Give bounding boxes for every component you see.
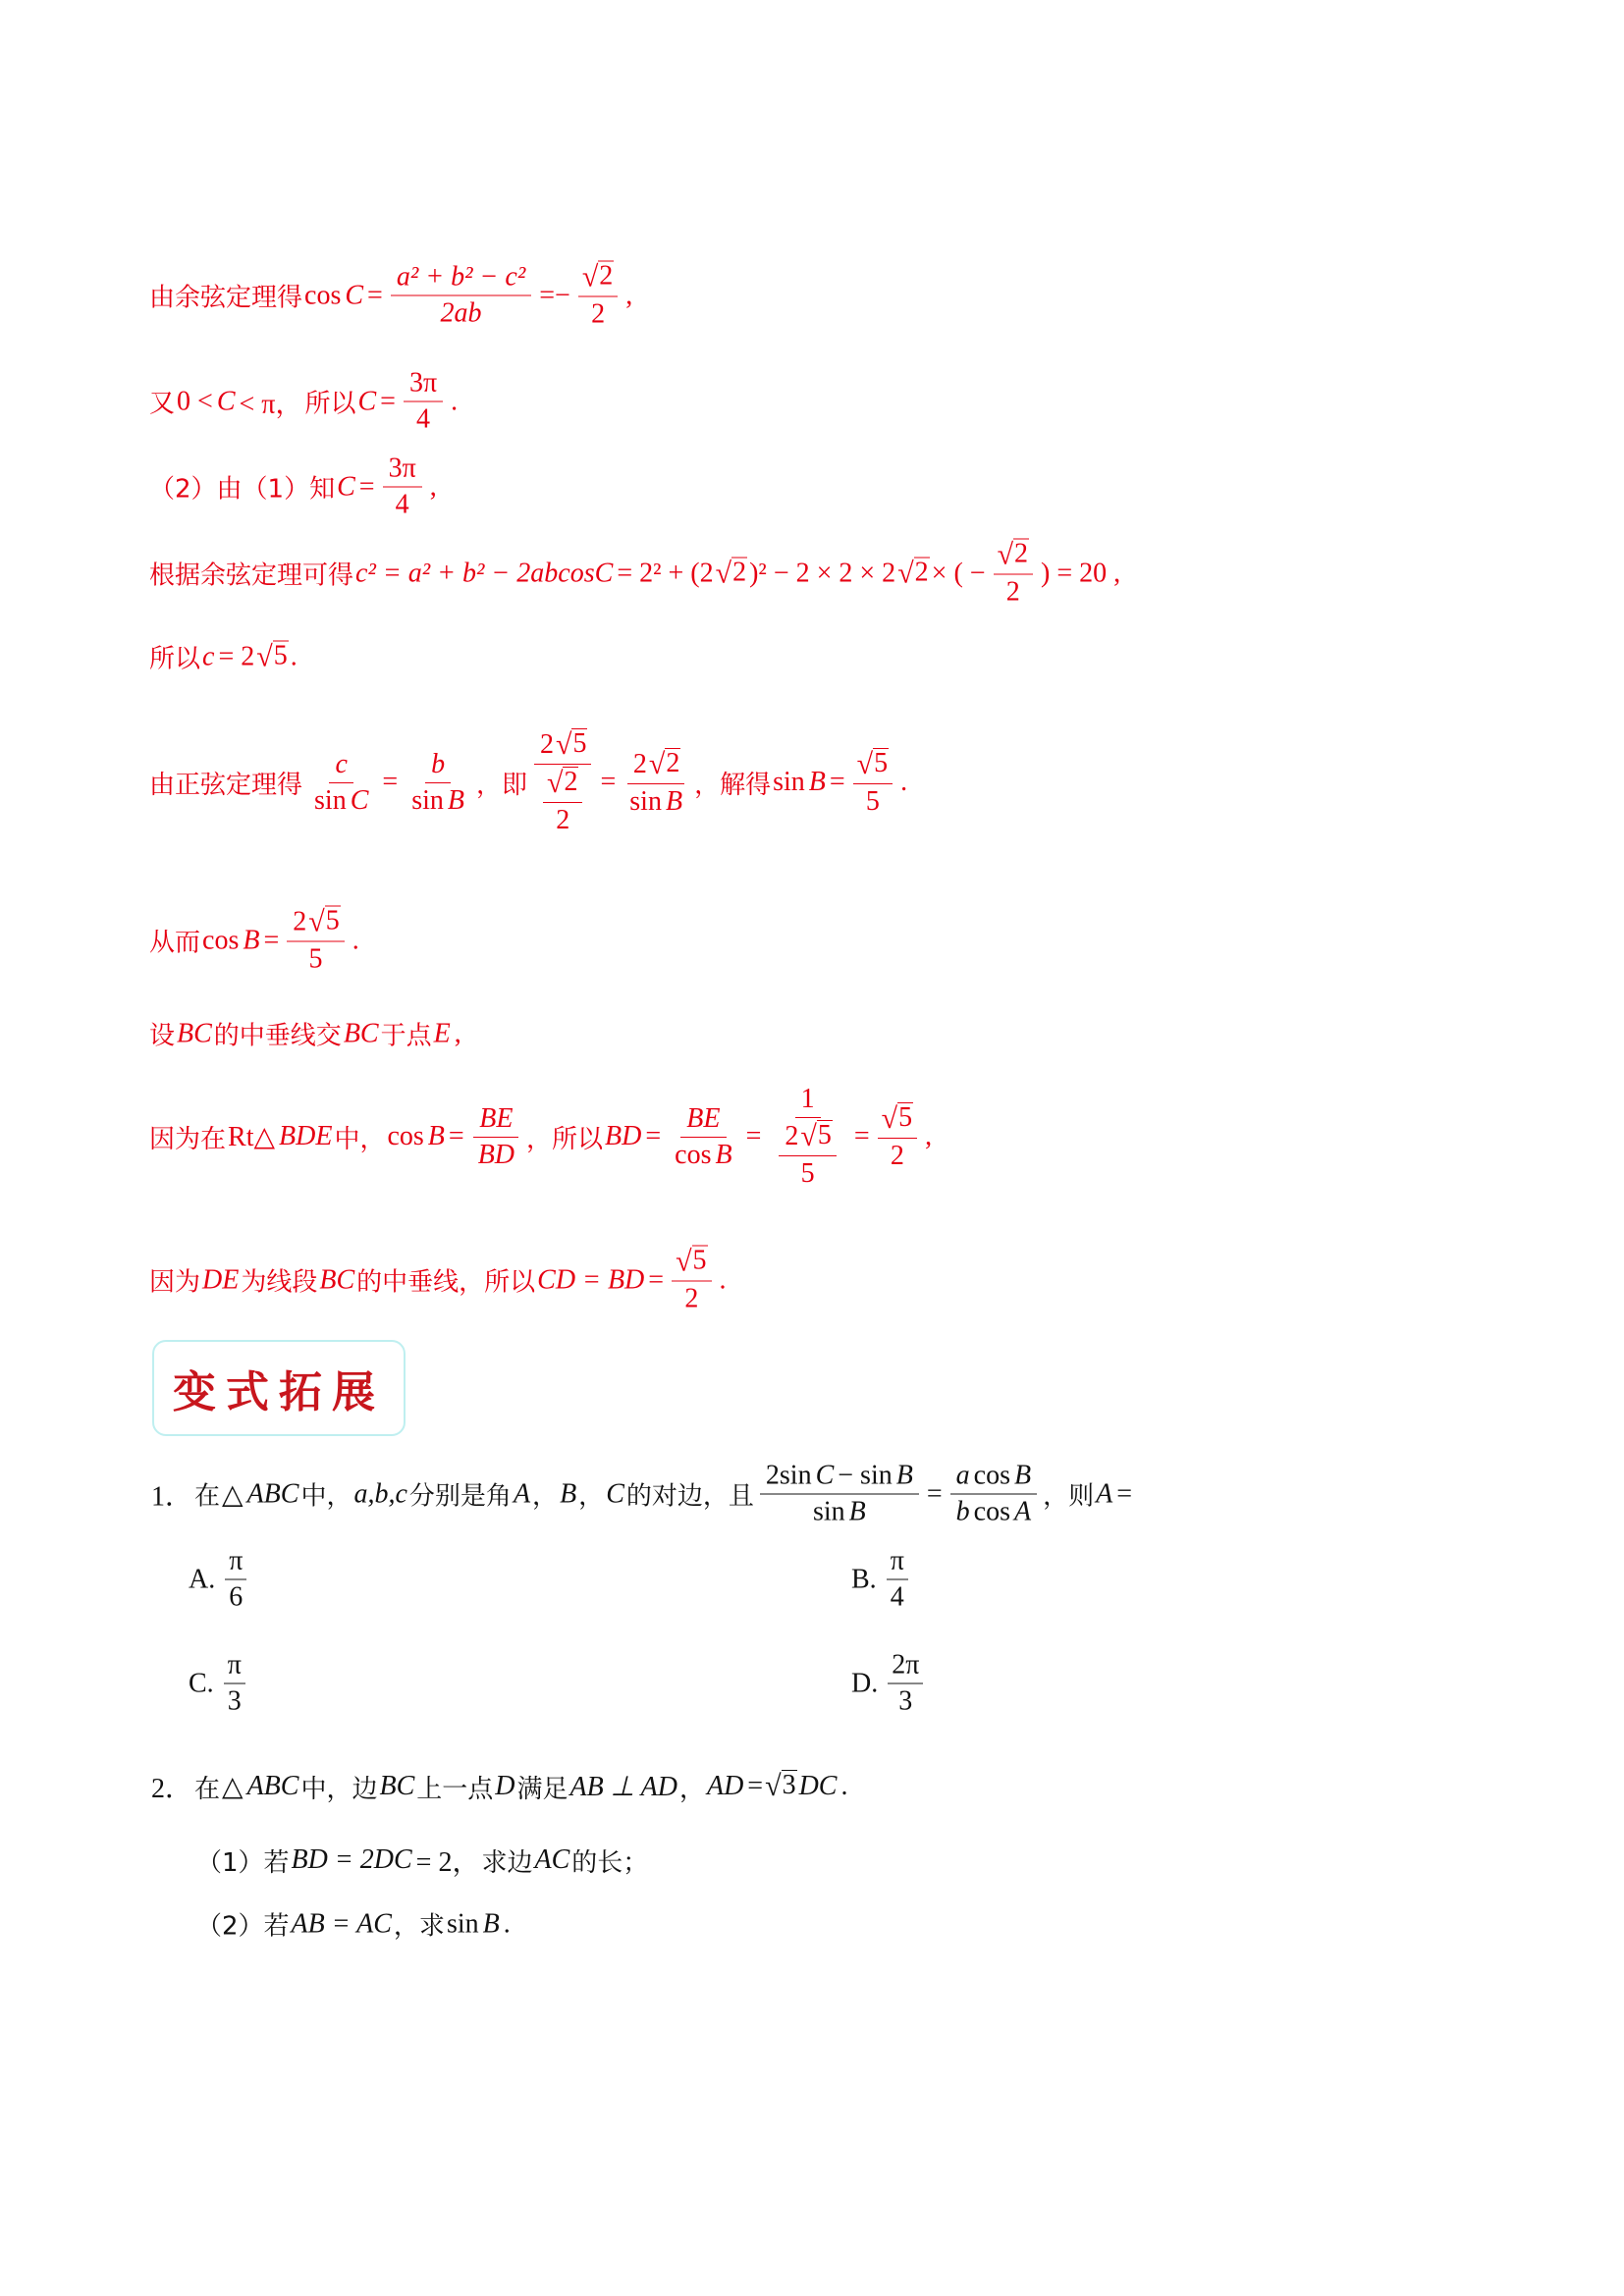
radical-sign-icon: √	[800, 1120, 817, 1152]
chinese-text: 又	[149, 389, 176, 419]
math-text: = 2，	[415, 1847, 480, 1878]
math-variable: B	[482, 1908, 500, 1939]
math-text: Rt△	[228, 1122, 276, 1152]
square-root	[582, 261, 614, 294]
denominator	[795, 1156, 821, 1190]
math-text: △	[222, 1772, 244, 1802]
numerator	[760, 1461, 919, 1495]
math-variable: ABC	[246, 1771, 299, 1801]
chinese-text: ，	[578, 1481, 605, 1512]
radical-sign-icon: √	[581, 260, 599, 294]
math-variable: BC	[319, 1264, 355, 1295]
square-root	[256, 640, 288, 673]
square-root	[998, 539, 1029, 572]
math-variable: B	[848, 1496, 866, 1527]
fraction	[672, 1246, 711, 1315]
chinese-text: 于点	[380, 1021, 432, 1051]
math-variable: a,b,c	[353, 1478, 407, 1509]
fraction	[383, 454, 422, 521]
math-text: =	[926, 1478, 943, 1509]
math-text: ) = 20 ,	[1041, 558, 1121, 588]
chinese-text: ，即	[475, 770, 527, 800]
math-variable: b	[431, 748, 446, 779]
denominator	[678, 1282, 704, 1315]
square-root	[765, 1770, 796, 1803]
math-variable: c² = a² + b² − 2abcosC	[355, 558, 614, 588]
math-text: 1	[800, 1084, 815, 1114]
chinese-text: 中，	[334, 1124, 386, 1154]
fraction	[994, 539, 1033, 609]
radical-sign-icon: √	[676, 1245, 692, 1278]
radical-sign-icon: √	[856, 747, 874, 780]
math-variable: c	[335, 748, 348, 779]
math-text: ,	[925, 1121, 933, 1151]
math-variable: D	[495, 1771, 515, 1801]
math-variable: C	[350, 784, 369, 816]
math-variable: DE	[202, 1264, 240, 1295]
numerator	[425, 749, 451, 783]
math-text: cos	[304, 280, 342, 310]
numerator	[287, 906, 344, 942]
math-text: =	[645, 1121, 662, 1151]
math-text: =	[1116, 1478, 1132, 1509]
math-text: .	[503, 1908, 511, 1939]
fraction	[406, 749, 470, 817]
fraction	[543, 767, 582, 836]
numerator	[391, 262, 531, 296]
math-text: =	[600, 767, 617, 797]
solution-line	[149, 454, 439, 521]
fraction	[853, 748, 893, 818]
chinese-text: 为线段	[241, 1267, 318, 1298]
math-text: × ( −	[931, 558, 986, 588]
denominator	[472, 1138, 520, 1171]
denominator	[410, 402, 436, 436]
math-text: .	[719, 1264, 727, 1295]
math-text: sin	[314, 784, 347, 816]
denominator: 3	[227, 1685, 242, 1717]
numerator	[853, 748, 893, 784]
math-variable: C	[345, 280, 364, 310]
numerator	[578, 261, 618, 297]
math-variable: AB = AC	[291, 1908, 392, 1939]
chinese-text: （2）若	[196, 1911, 290, 1942]
math-text: =	[382, 767, 399, 797]
fraction	[404, 368, 443, 436]
math-text: ,	[429, 471, 437, 502]
math-text: cos	[973, 1496, 1010, 1527]
math-variable: BD	[477, 1139, 515, 1170]
math-text: 2	[1005, 576, 1020, 608]
math-text: =−	[539, 280, 570, 310]
option-fraction	[886, 1650, 925, 1718]
solution-line	[149, 728, 909, 836]
radicand: 5	[817, 1120, 832, 1150]
solution-line	[149, 1246, 729, 1315]
solution-line	[149, 1084, 934, 1190]
square-root	[882, 1102, 913, 1136]
numerator	[473, 1103, 518, 1138]
fraction	[760, 1461, 919, 1528]
radical-sign-icon: √	[256, 640, 273, 672]
radicand: 2	[564, 767, 578, 797]
math-variable: DC	[798, 1771, 838, 1801]
square-root	[676, 1246, 707, 1279]
math-variable: B	[665, 785, 683, 817]
fraction	[878, 1102, 917, 1172]
numerator	[404, 368, 443, 402]
radicand: 2	[666, 747, 680, 778]
option-a[interactable]	[187, 1546, 254, 1614]
chinese-text: 的对边，且	[625, 1481, 754, 1512]
chinese-text: 在	[194, 1774, 221, 1804]
chinese-text: ，	[532, 1481, 559, 1512]
chinese-text: 因为在	[149, 1124, 227, 1154]
math-variable: BC	[177, 1018, 212, 1048]
numerator	[383, 454, 422, 488]
radicand: 2	[1014, 538, 1029, 569]
math-variable: A	[1096, 1478, 1113, 1509]
square-root	[716, 557, 747, 590]
square-root	[897, 557, 929, 590]
math-variable: AB ⊥ AD	[569, 1772, 677, 1802]
numerator: π	[225, 1546, 246, 1580]
radicand: 5	[874, 747, 889, 778]
denominator	[860, 784, 886, 818]
math-text: .	[352, 925, 359, 955]
numerator	[779, 1120, 836, 1156]
math-text: ,	[625, 280, 633, 310]
numerator: π	[887, 1546, 908, 1580]
denominator: 4	[890, 1581, 904, 1613]
math-text: − sin	[838, 1460, 893, 1491]
math-text: < π，	[239, 389, 303, 419]
solution-line	[149, 368, 460, 436]
numerator	[878, 1102, 917, 1139]
denominator	[390, 488, 415, 521]
problem-line	[149, 1461, 1134, 1528]
math-text: 2	[684, 1283, 699, 1314]
square-root	[556, 728, 587, 762]
math-variable: E	[433, 1018, 451, 1048]
problem-line	[196, 1841, 648, 1880]
denominator	[669, 1138, 737, 1171]
option-fraction	[222, 1650, 247, 1718]
denominator	[302, 942, 328, 976]
denominator	[406, 783, 470, 817]
math-text: 2	[293, 906, 307, 937]
math-text: .	[451, 386, 459, 416]
math-variable: ABC	[246, 1478, 299, 1509]
radicand: 5	[325, 905, 340, 936]
chinese-text: 由余弦定理得	[149, 283, 303, 313]
math-variable: A	[513, 1478, 531, 1509]
fraction	[578, 261, 618, 331]
math-text: sin	[812, 1496, 845, 1527]
radical-sign-icon: √	[308, 905, 325, 938]
math-variable: BD = 2DC	[291, 1844, 412, 1875]
numerator: π	[224, 1650, 245, 1684]
math-variable: BE	[686, 1102, 721, 1134]
chinese-text: 上一点	[416, 1774, 494, 1804]
numerator: 2π	[888, 1650, 923, 1684]
numerator	[680, 1103, 726, 1138]
radical-sign-icon: √	[881, 1101, 898, 1135]
radicand: 5	[273, 640, 288, 670]
math-variable: B	[560, 1478, 577, 1509]
denominator	[769, 1118, 845, 1190]
math-text: .	[290, 641, 298, 671]
option-d[interactable]	[849, 1650, 931, 1718]
math-variable: B	[1013, 1460, 1032, 1491]
math-text: =	[745, 1121, 762, 1151]
solution-line	[149, 639, 299, 675]
option-fraction	[885, 1546, 910, 1614]
solution-line	[149, 539, 1122, 609]
chinese-text: 的中垂线，所以	[356, 1267, 536, 1298]
fraction	[472, 1103, 520, 1171]
math-text: =	[380, 386, 396, 416]
fraction	[769, 1084, 845, 1190]
radicand: 2	[732, 557, 747, 587]
radical-sign-icon: √	[765, 1770, 782, 1802]
math-text: 2	[540, 729, 554, 760]
math-text: =	[853, 1121, 870, 1151]
math-text: 2	[785, 1121, 799, 1151]
math-variable: AC	[534, 1844, 570, 1875]
math-variable: b	[955, 1496, 970, 1527]
denominator	[807, 1495, 872, 1528]
math-text: sin	[411, 784, 444, 816]
math-text: =	[367, 280, 383, 310]
chinese-text: ，则	[1043, 1481, 1095, 1512]
problem-line	[196, 1906, 513, 1943]
solution-line	[149, 1016, 463, 1052]
math-text: cos	[675, 1139, 712, 1170]
fraction	[669, 1103, 737, 1171]
square-root	[800, 1120, 832, 1153]
option-c[interactable]	[187, 1650, 253, 1718]
chinese-text: 的长；	[571, 1847, 649, 1878]
math-text: =	[747, 1771, 764, 1801]
chinese-text: 根据余弦定理可得	[149, 561, 354, 591]
option-label: A.	[189, 1564, 216, 1594]
problem-line	[149, 1767, 849, 1806]
denominator	[1001, 575, 1026, 609]
chinese-text: 求边	[481, 1847, 533, 1878]
chinese-text: 因为	[149, 1267, 201, 1298]
square-root	[649, 748, 680, 781]
math-text: ,	[454, 1018, 461, 1048]
math-text: 5	[308, 943, 323, 975]
math-variable: B	[243, 925, 260, 955]
denominator	[550, 803, 575, 836]
math-text: 5	[800, 1158, 815, 1189]
math-text: =	[448, 1121, 464, 1151]
numerator	[994, 539, 1033, 575]
math-text: cos	[387, 1121, 424, 1151]
numerator	[950, 1461, 1037, 1495]
radicand: 5	[898, 1101, 913, 1133]
fraction	[533, 728, 592, 836]
math-variable: B	[715, 1139, 732, 1170]
math-variable: A	[1013, 1496, 1032, 1527]
math-variable: BDE	[279, 1121, 333, 1151]
math-text: =	[829, 767, 845, 797]
math-variable: C	[606, 1478, 624, 1509]
math-text: 5	[865, 785, 880, 817]
denominator	[308, 783, 374, 817]
chinese-text: 从而	[149, 928, 201, 958]
radical-sign-icon: √	[715, 557, 732, 589]
chinese-text: 的中垂线交	[213, 1021, 342, 1051]
chinese-text: 中，边	[300, 1774, 378, 1804]
numerator	[672, 1246, 711, 1282]
chinese-text: 设	[149, 1021, 176, 1051]
chinese-text: 所以	[149, 644, 201, 674]
math-variable: CD = BD	[537, 1264, 645, 1295]
fraction	[391, 262, 531, 330]
math-text: =	[648, 1264, 665, 1295]
chinese-text: 分别是角	[408, 1481, 512, 1512]
solution-line	[149, 906, 361, 976]
denominator	[950, 1495, 1037, 1528]
math-text: = 2	[218, 641, 255, 671]
section-title: 变式拓展	[173, 1367, 385, 1417]
math-text: 0 <	[177, 386, 213, 416]
chinese-text: ，求	[393, 1911, 445, 1942]
math-variable: BC	[343, 1018, 379, 1048]
math-text: 2	[556, 805, 570, 835]
math-text: 2sin	[765, 1460, 812, 1491]
section-title-box	[152, 1340, 406, 1436]
math-variable: C	[815, 1460, 835, 1491]
math-variable: B	[427, 1121, 445, 1151]
math-text: sin	[773, 767, 805, 797]
math-text: 3π	[388, 453, 416, 484]
math-variable: B	[895, 1460, 913, 1491]
math-text: =	[263, 925, 280, 955]
radicand: 3	[782, 1770, 796, 1800]
math-text: 2．	[151, 1774, 193, 1804]
numerator	[534, 728, 591, 765]
math-text: = 2² + (2	[617, 558, 714, 588]
math-variable: a² + b² − c²	[396, 261, 526, 293]
math-variable: BC	[379, 1771, 415, 1801]
radicand: 2	[914, 557, 929, 587]
math-text: 2	[890, 1140, 904, 1171]
math-text: .	[840, 1771, 848, 1801]
chinese-text: 中，	[300, 1481, 352, 1512]
fraction	[950, 1461, 1037, 1528]
fraction	[623, 748, 688, 818]
chinese-text: 所以	[304, 389, 356, 419]
denominator	[623, 784, 688, 818]
option-label: C.	[189, 1668, 214, 1698]
chinese-text: 满足	[516, 1774, 568, 1804]
radical-sign-icon: √	[556, 728, 572, 761]
fraction	[287, 906, 344, 976]
math-text: △	[222, 1479, 244, 1510]
math-variable: BE	[479, 1102, 514, 1134]
solution-line	[149, 261, 634, 331]
chinese-text: （1）若	[196, 1847, 290, 1878]
math-text: sin	[446, 1908, 479, 1939]
math-text: 3π	[408, 367, 438, 399]
radicand: 5	[692, 1245, 707, 1276]
fraction	[308, 749, 374, 817]
numerator	[329, 749, 352, 783]
denominator	[435, 296, 488, 330]
chinese-text: ，解得	[694, 770, 772, 800]
fraction	[779, 1120, 836, 1190]
math-text: cos	[202, 925, 240, 955]
radicand: 5	[572, 728, 587, 759]
denominator	[885, 1139, 910, 1172]
math-text: 4	[416, 403, 430, 435]
math-variable: C	[216, 386, 236, 416]
chinese-text: 由正弦定理得	[149, 770, 303, 800]
option-fraction	[223, 1546, 248, 1614]
math-text: 2	[591, 298, 606, 330]
denominator: 3	[898, 1685, 913, 1717]
math-variable: 2ab	[440, 297, 482, 329]
radical-sign-icon: √	[897, 557, 914, 589]
math-text: =	[358, 471, 375, 502]
math-text: cos	[973, 1460, 1010, 1491]
option-label: D.	[851, 1668, 879, 1698]
math-variable: AD	[706, 1771, 744, 1801]
math-text: 4	[395, 489, 409, 520]
math-text: 1．	[151, 1481, 193, 1512]
square-root	[857, 748, 889, 781]
numerator	[627, 748, 684, 784]
math-variable: B	[808, 767, 826, 797]
denominator: 6	[229, 1581, 244, 1613]
option-b[interactable]	[849, 1546, 916, 1614]
math-variable: a	[955, 1460, 970, 1491]
math-text: .	[900, 767, 908, 797]
square-root	[547, 767, 578, 800]
math-variable: BD	[605, 1121, 642, 1151]
numerator	[795, 1084, 821, 1118]
numerator	[543, 767, 582, 803]
chinese-text: 在	[194, 1481, 221, 1512]
option-label: B.	[851, 1564, 877, 1594]
math-text: sin	[629, 785, 662, 817]
chinese-text: （2）由（1）知	[149, 474, 336, 505]
denominator	[585, 297, 611, 331]
math-variable: c	[202, 641, 215, 671]
denominator	[533, 765, 592, 836]
radical-sign-icon: √	[997, 538, 1014, 571]
square-root	[308, 906, 340, 939]
math-variable: C	[337, 471, 355, 502]
math-text: )² − 2 × 2 × 2	[749, 558, 896, 588]
math-text: 2	[632, 748, 647, 779]
chinese-text: ，	[678, 1774, 705, 1804]
math-variable: C	[357, 386, 377, 416]
radical-sign-icon: √	[547, 767, 564, 799]
math-variable: B	[447, 784, 464, 816]
radical-sign-icon: √	[648, 747, 666, 780]
chinese-text: ，所以	[526, 1124, 604, 1154]
radicand: 2	[599, 260, 614, 292]
